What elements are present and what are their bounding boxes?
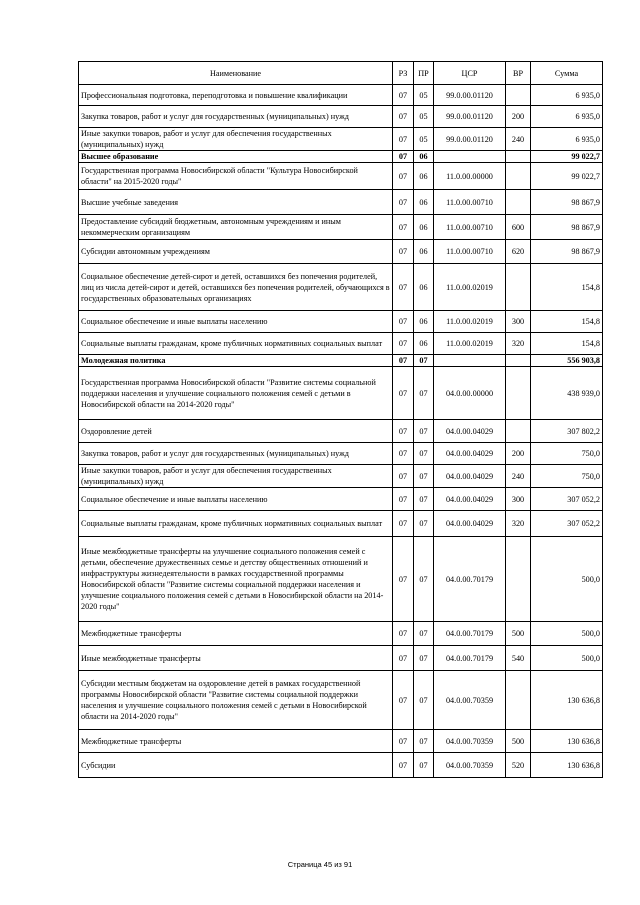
table-row: [79, 367, 603, 420]
table-row: [79, 753, 603, 778]
row-name: Высшие учебные заведения: [79, 190, 393, 215]
row-rz: 07: [393, 671, 414, 730]
row-vr: 540: [506, 646, 531, 671]
row-rz: 07: [393, 163, 414, 190]
row-sum: 98 867,9: [531, 240, 603, 264]
budget-table: [78, 61, 603, 778]
row-rz: 07: [393, 311, 414, 333]
row-pr: 06: [414, 311, 434, 333]
row-pr: 06: [414, 151, 434, 163]
row-vr: 200: [506, 443, 531, 465]
row-name: Субсидии местным бюджетам на оздоровление детей в рамках государственной программы Новосибирской области "Развитие системы социальной поддержки населения и улучшение социального положения семей с детьми в Новосибирской области на 2014-2020 годы": [79, 671, 393, 730]
row-vr: 600: [506, 215, 531, 240]
row-csr: [434, 151, 506, 163]
row-rz: 07: [393, 622, 414, 646]
table-row: [79, 311, 603, 333]
row-rz: 07: [393, 646, 414, 671]
row-name: Высшее образование: [79, 151, 393, 163]
row-sum: 154,8: [531, 311, 603, 333]
row-rz: 07: [393, 488, 414, 511]
table-row: [79, 443, 603, 465]
row-sum: 500,0: [531, 537, 603, 622]
row-name: Социальное обеспечение и иные выплаты населению: [79, 488, 393, 511]
row-sum: 130 636,8: [531, 753, 603, 778]
row-pr: 07: [414, 420, 434, 443]
row-csr: 04.0.00.04029: [434, 420, 506, 443]
row-pr: 07: [414, 443, 434, 465]
row-rz: 07: [393, 367, 414, 420]
row-csr: 11.0.00.00710: [434, 215, 506, 240]
row-csr: 04.0.00.70179: [434, 537, 506, 622]
table-row: [79, 465, 603, 488]
row-rz: 07: [393, 465, 414, 488]
row-rz: 07: [393, 264, 414, 311]
table-row: [79, 622, 603, 646]
row-csr: 11.0.00.02019: [434, 311, 506, 333]
row-csr: 99.0.00.01120: [434, 106, 506, 128]
row-sum: 154,8: [531, 264, 603, 311]
row-name: Молодежная политика: [79, 355, 393, 367]
row-csr: 99.0.00.01120: [434, 128, 506, 151]
row-vr: 200: [506, 106, 531, 128]
row-rz: 07: [393, 215, 414, 240]
row-pr: 06: [414, 190, 434, 215]
row-sum: 99 022,7: [531, 151, 603, 163]
row-csr: 04.0.00.00000: [434, 367, 506, 420]
row-name: Предоставление субсидий бюджетным, автономным учреждениям и иным некоммерческим организациям: [79, 215, 393, 240]
row-sum: 750,0: [531, 443, 603, 465]
table-row: [79, 671, 603, 730]
row-vr: [506, 355, 531, 367]
row-vr: 300: [506, 488, 531, 511]
row-vr: 300: [506, 311, 531, 333]
row-rz: 07: [393, 151, 414, 163]
row-csr: [434, 355, 506, 367]
row-rz: 07: [393, 753, 414, 778]
table-row: [79, 128, 603, 151]
row-vr: [506, 420, 531, 443]
row-name: Социальные выплаты гражданам, кроме публичных нормативных социальных выплат: [79, 333, 393, 355]
table-row: [79, 646, 603, 671]
row-csr: 04.0.00.04029: [434, 443, 506, 465]
row-sum: 6 935,0: [531, 106, 603, 128]
row-vr: 500: [506, 622, 531, 646]
row-name: Иные межбюджетные трансферты на улучшение социального положения семей с детьми, обеспечение дружественных семье и детству общественных отношений и инфраструктуры жизнедеятельности в рамках государственной программы Новосибирской области "Развитие системы социальной поддержки населения и улучшение социального положения семей с детьми в Новосибирской области на 2014-2020 годы": [79, 537, 393, 622]
row-sum: 307 052,2: [531, 511, 603, 537]
row-name: Иные закупки товаров, работ и услуг для обеспечения государственных (муниципальных) нужд: [79, 465, 393, 488]
row-name: Государственная программа Новосибирской области "Культура Новосибирской области" на 2015-2020 годы": [79, 163, 393, 190]
row-name: Межбюджетные трансферты: [79, 730, 393, 753]
column-header-rz: РЗ: [393, 62, 414, 85]
row-vr: [506, 264, 531, 311]
row-rz: 07: [393, 240, 414, 264]
row-pr: 07: [414, 537, 434, 622]
row-rz: 07: [393, 190, 414, 215]
row-vr: 500: [506, 730, 531, 753]
row-csr: 11.0.00.00710: [434, 190, 506, 215]
row-pr: 05: [414, 128, 434, 151]
row-sum: 130 636,8: [531, 671, 603, 730]
table-row: [79, 333, 603, 355]
row-pr: 07: [414, 671, 434, 730]
table-row: [79, 264, 603, 311]
row-pr: 07: [414, 465, 434, 488]
row-rz: 07: [393, 443, 414, 465]
row-sum: 556 903,8: [531, 355, 603, 367]
row-csr: 04.0.00.70179: [434, 622, 506, 646]
row-csr: 04.0.00.04029: [434, 488, 506, 511]
row-sum: 500,0: [531, 622, 603, 646]
row-csr: 11.0.00.00000: [434, 163, 506, 190]
row-sum: 130 636,8: [531, 730, 603, 753]
row-pr: 05: [414, 106, 434, 128]
row-pr: 06: [414, 215, 434, 240]
column-header-vr: ВР: [506, 62, 531, 85]
row-csr: 11.0.00.00710: [434, 240, 506, 264]
table-row: [79, 85, 603, 106]
table-row: [79, 163, 603, 190]
row-pr: 07: [414, 622, 434, 646]
row-sum: 307 052,2: [531, 488, 603, 511]
table-row: [79, 190, 603, 215]
row-pr: 06: [414, 240, 434, 264]
row-vr: [506, 151, 531, 163]
row-pr: 07: [414, 646, 434, 671]
row-pr: 07: [414, 367, 434, 420]
row-vr: [506, 367, 531, 420]
table-row: [79, 215, 603, 240]
row-vr: 520: [506, 753, 531, 778]
table-row: [79, 488, 603, 511]
row-rz: 07: [393, 420, 414, 443]
row-pr: 06: [414, 163, 434, 190]
table-row: [79, 355, 603, 367]
row-csr: 04.0.00.70359: [434, 671, 506, 730]
row-rz: 07: [393, 537, 414, 622]
row-pr: 06: [414, 264, 434, 311]
row-vr: [506, 163, 531, 190]
row-vr: [506, 190, 531, 215]
column-header-name: Наименование: [79, 62, 393, 85]
row-name: Иные межбюджетные трансферты: [79, 646, 393, 671]
row-vr: 240: [506, 465, 531, 488]
row-rz: 07: [393, 511, 414, 537]
row-sum: 500,0: [531, 646, 603, 671]
row-vr: [506, 671, 531, 730]
row-csr: 04.0.00.04029: [434, 465, 506, 488]
row-pr: 07: [414, 730, 434, 753]
row-sum: 98 867,9: [531, 190, 603, 215]
table-header-row: [79, 62, 603, 85]
table-row: [79, 511, 603, 537]
row-csr: 04.0.00.70359: [434, 753, 506, 778]
row-name: Субсидии автономным учреждениям: [79, 240, 393, 264]
row-csr: 04.0.00.70179: [434, 646, 506, 671]
row-name: Социальное обеспечение детей-сирот и детей, оставшихся без попечения родителей, лиц из числа детей-сирот и детей, оставшихся без попечения родителей, обучающихся в государственных образовательных организациях: [79, 264, 393, 311]
row-rz: 07: [393, 128, 414, 151]
row-csr: 04.0.00.70359: [434, 730, 506, 753]
row-vr: 620: [506, 240, 531, 264]
row-rz: 07: [393, 355, 414, 367]
row-sum: 438 939,0: [531, 367, 603, 420]
column-header-csr: ЦСР: [434, 62, 506, 85]
table-body: [79, 85, 603, 778]
row-sum: 6 935,0: [531, 85, 603, 106]
row-vr: 320: [506, 511, 531, 537]
row-name: Социальное обеспечение и иные выплаты населению: [79, 311, 393, 333]
row-vr: [506, 85, 531, 106]
row-name: Иные закупки товаров, работ и услуг для обеспечения государственных (муниципальных) нужд: [79, 128, 393, 151]
table-row: [79, 730, 603, 753]
row-name: Оздоровление детей: [79, 420, 393, 443]
row-vr: [506, 537, 531, 622]
row-sum: 6 935,0: [531, 128, 603, 151]
row-vr: 240: [506, 128, 531, 151]
row-csr: 99.0.00.01120: [434, 85, 506, 106]
row-csr: 04.0.00.04029: [434, 511, 506, 537]
row-name: Социальные выплаты гражданам, кроме публичных нормативных социальных выплат: [79, 511, 393, 537]
row-name: Межбюджетные трансферты: [79, 622, 393, 646]
row-pr: 06: [414, 333, 434, 355]
row-pr: 07: [414, 511, 434, 537]
table-row: [79, 240, 603, 264]
row-rz: 07: [393, 106, 414, 128]
column-header-sum: Сумма: [531, 62, 603, 85]
row-sum: 98 867,9: [531, 215, 603, 240]
row-rz: 07: [393, 730, 414, 753]
page-number: Страница 45 из 91: [287, 860, 353, 869]
row-name: Государственная программа Новосибирской области "Развитие системы социальной поддержки населения и улучшение социального положения семей с детьми в Новосибирской области на 2014-2020 годы": [79, 367, 393, 420]
row-pr: 07: [414, 355, 434, 367]
table-row: [79, 537, 603, 622]
table-row: [79, 420, 603, 443]
row-pr: 05: [414, 85, 434, 106]
row-sum: 307 802,2: [531, 420, 603, 443]
row-vr: 320: [506, 333, 531, 355]
row-rz: 07: [393, 85, 414, 106]
row-csr: 11.0.00.02019: [434, 264, 506, 311]
row-pr: 07: [414, 753, 434, 778]
table-row: [79, 151, 603, 163]
row-name: Закупка товаров, работ и услуг для государственных (муниципальных) нужд: [79, 106, 393, 128]
row-name: Профессиональная подготовка, переподготовка и повышение квалификации: [79, 85, 393, 106]
row-sum: 750,0: [531, 465, 603, 488]
row-name: Закупка товаров, работ и услуг для государственных (муниципальных) нужд: [79, 443, 393, 465]
table-row: [79, 106, 603, 128]
row-sum: 154,8: [531, 333, 603, 355]
row-sum: 99 022,7: [531, 163, 603, 190]
column-header-pr: ПР: [414, 62, 434, 85]
row-rz: 07: [393, 333, 414, 355]
row-csr: 11.0.00.02019: [434, 333, 506, 355]
row-pr: 07: [414, 488, 434, 511]
row-name: Субсидии: [79, 753, 393, 778]
